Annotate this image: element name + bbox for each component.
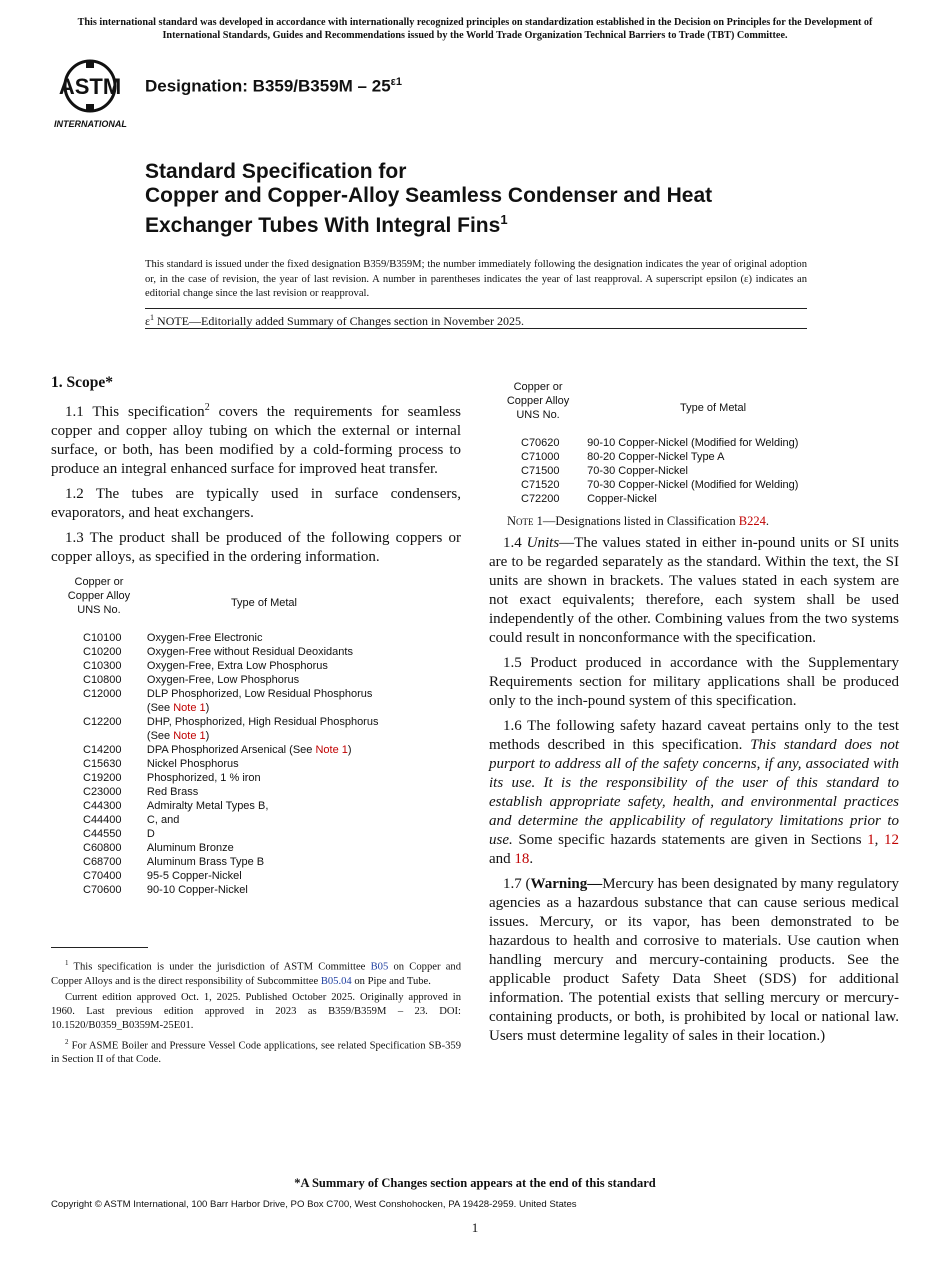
note-1-link[interactable]: Note 1 — [173, 730, 206, 742]
col-header-uns: Copper or Copper Alloy UNS No. — [506, 381, 570, 421]
page-number: 1 — [471, 1220, 479, 1235]
uns-number: C60800 — [83, 842, 122, 854]
metal-type: Nickel Phosphorus — [146, 758, 239, 770]
metal-type: Copper-Nickel — [587, 493, 657, 505]
section-heading-scope: 1. Scope* — [51, 374, 113, 391]
table-row — [51, 771, 461, 785]
table-row — [51, 673, 461, 687]
metal-type: DPA Phosphorized Arsenical (See Note 1) — [146, 744, 352, 756]
title-line-1: Standard Specification for — [145, 160, 407, 183]
table-row — [51, 659, 461, 673]
epsilon-note-text: NOTE—Editorially added Summary of Changes section in November 2025. — [154, 314, 524, 328]
metals-table-left — [51, 575, 461, 897]
footnote-ref-2[interactable]: 2 — [204, 402, 210, 413]
footnote-rule — [51, 947, 148, 948]
summary-of-changes-note: *A Summary of Changes section appears at the end of this standard — [294, 1176, 656, 1190]
subcommittee-b0504-link[interactable]: B05.04 — [320, 975, 352, 987]
edition-note: Current edition approved Oct. 1, 2025. Published October 2025. Originally approved in 1960. Last previous edition approved in 2023 as B359/B359M – 23. DOI: 10.1520/B0359_B0359M-25E01. — [51, 991, 461, 1031]
uns-number: C71000 — [521, 451, 560, 463]
metal-type: 95-5 Copper-Nickel — [146, 870, 242, 882]
epsilon-sup: 1 — [150, 313, 155, 322]
metals-table-right — [489, 380, 899, 506]
left-column — [51, 398, 461, 897]
metal-type: Aluminum Bronze — [146, 842, 234, 854]
table-row — [51, 715, 461, 743]
uns-number: C10800 — [83, 674, 122, 686]
uns-number: C10100 — [83, 632, 122, 644]
metal-type: Oxygen-Free, Low Phosphorus — [146, 674, 300, 686]
table-row — [51, 841, 461, 855]
table-row — [51, 799, 461, 813]
designation — [145, 76, 402, 97]
metal-type: Phosphorized, 1 % iron — [146, 772, 261, 784]
note-1-link[interactable]: Note 1 — [173, 702, 206, 714]
metal-type: D — [146, 828, 155, 840]
table-row — [51, 645, 461, 659]
table-header — [489, 380, 899, 436]
epsilon-note — [145, 313, 524, 329]
metal-type: Red Brass — [146, 786, 199, 798]
b224-link[interactable]: B224 — [738, 514, 766, 528]
uns-number: C44550 — [83, 828, 122, 840]
right-column — [489, 534, 899, 1052]
para-1-2: 1.2 The tubes are typically used in surface condensers, evaporators, and heat exchangers. — [51, 486, 461, 521]
metal-type: 80-20 Copper-Nickel Type A — [587, 451, 725, 463]
svg-text:ASTM: ASTM — [58, 74, 122, 99]
wto-notice: This international standard was developed in accordance with internationally recognized principles on standardization established in the Decision on Principles for the Development of International Standards, Guides and Recommendations issued by the World Trade Organization Technical Barriers to Trade (TBT) Committee. — [77, 17, 873, 41]
table-row — [489, 492, 899, 506]
para-1-5: 1.5 Product produced in accordance with the Supplementary Requirements section for military applications shall be produced only to the inch-pound system of this specification. — [489, 655, 899, 709]
uns-number: C68700 — [83, 856, 122, 868]
table-row — [51, 813, 461, 827]
copyright: Copyright © ASTM International, 100 Barr Harbor Drive, PO Box C700, West Conshohocken, PA 19428-2959. United States — [51, 1199, 577, 1210]
note-1-link[interactable]: Note 1 — [315, 744, 348, 756]
metal-type: 90-10 Copper-Nickel (Modified for Welding) — [587, 437, 799, 449]
para-1-7: 1.7 (Warning—Mercury has been designated by many regulatory agencies as a hazardous substance that can cause serious medical issues. Mercury, or its vapor, has been demonstrated to be hazardous to health and corrosive to materials. Use caution when handling mercury and mercury-containing products. See the applicable product Safety Data Sheet (SDS) for additional information. The potential exists that selling mercury or mercury-containing products, or both, is prohibited by local or national law. Users must determine legality of sales in their location.) — [489, 876, 899, 1044]
table-row — [489, 450, 899, 464]
designation-label: Designation: B359/B359M – 25 — [145, 76, 391, 96]
metal-type: Admiralty Metal Types B, — [146, 800, 269, 812]
metal-type: Oxygen-Free Electronic — [146, 632, 263, 644]
uns-number: C23000 — [83, 786, 122, 798]
note-1: Note 1—Designations listed in Classification B224. — [507, 514, 769, 528]
footnote-1: $^1$ This specification is under the jurisdiction of ASTM Committee B05 on Copper and Copper Alloys and is the direct responsibility of Subcommittee B05.04 on Pipe and Tube. — [51, 959, 461, 987]
document-title — [145, 160, 845, 238]
uns-number: C70400 — [83, 870, 122, 882]
right-table-wrap — [489, 380, 899, 529]
uns-number: C44300 — [83, 800, 122, 812]
table-row — [51, 883, 461, 897]
table-row — [489, 464, 899, 478]
committee-b05-link[interactable]: B05 — [370, 961, 389, 973]
divider-bottom — [145, 328, 807, 329]
table-row — [51, 631, 461, 645]
para-1-4: 1.4 Units—The values stated in either in-pound units or SI units are to be regarded separately as the standard. Within the text, the SI units are shown in brackets. The values stated in each system are not exact equivalents; therefore, each system shall be used independently of the other. Combining values from the two systems could result in nonconformance with the specification. — [489, 535, 900, 646]
metal-type: Oxygen-Free without Residual Deoxidants — [146, 646, 353, 658]
title-line-2: Copper and Copper-Alloy Seamless Condenser and Heat — [145, 184, 713, 207]
table-row — [51, 855, 461, 869]
uns-number: C70620 — [521, 437, 560, 449]
issued-statement: This standard is issued under the fixed designation B359/B359M; the number immediately following the designation indicates the year of original adoption or, in the case of revision, the year of last revision. A number in parentheses indicates the year of last reapproval. A superscript epsilon (ε) indicates an editorial change since the last revision or reapproval. — [145, 259, 807, 300]
table-row — [51, 869, 461, 883]
table-row — [51, 785, 461, 799]
section-18-link[interactable]: 18 — [514, 851, 530, 867]
table-row — [51, 687, 461, 715]
para-1-3: 1.3 The product shall be produced of the following coppers or copper alloys, as specified in the ordering information. — [51, 530, 461, 565]
col-header-uns: Copper or Copper Alloy UNS No. — [67, 576, 131, 616]
uns-number: C12000 — [83, 688, 122, 700]
title-footnote-mark: 1 — [500, 212, 508, 227]
table-row — [51, 757, 461, 771]
metal-type: 90-10 Copper-Nickel — [146, 884, 248, 896]
logo-text: INTERNATIONAL — [54, 119, 127, 129]
table-row — [489, 436, 899, 450]
uns-number: C14200 — [83, 744, 122, 756]
para-1-6: 1.6 The following safety hazard caveat pertains only to the test methods described in this specification. This standard does not purport to address all of the safety concerns, if any, associated with its use. It is the responsibility of the user of this standard to establish appropriate safety, health, and environmental practices and determine the applicability of regulatory limitations prior to use. Some specific hazards statements are given in Sections 1, 12 and 18. — [489, 718, 900, 867]
epsilon-mark: ε — [145, 314, 151, 328]
uns-number: C71520 — [521, 479, 560, 491]
divider-top — [145, 308, 807, 309]
metal-type: 70-30 Copper-Nickel (Modified for Welding) — [587, 479, 799, 491]
uns-number: C44400 — [83, 814, 122, 826]
uns-number: C10200 — [83, 646, 122, 658]
title-line-3: Exchanger Tubes With Integral Fins — [145, 214, 501, 237]
footnotes — [51, 956, 461, 1069]
uns-number: C15630 — [83, 758, 122, 770]
footnote-2: $^2$ For ASME Boiler and Pressure Vessel Code applications, see related Specification SB-359 in Section II of that Code. — [51, 1037, 461, 1066]
section-1-link[interactable]: 1 — [867, 832, 875, 848]
uns-number: C70600 — [83, 884, 122, 896]
metal-type: DLP Phosphorized, Low Residual Phosphorus (See Note 1) — [146, 688, 373, 714]
col-header-type: Type of Metal — [680, 402, 747, 414]
section-12-link[interactable]: 12 — [884, 832, 899, 848]
uns-number: C71500 — [521, 465, 560, 477]
uns-number: C19200 — [83, 772, 122, 784]
metal-type: Oxygen-Free, Extra Low Phosphorus — [146, 660, 328, 672]
table-row — [51, 743, 461, 757]
uns-number: C12200 — [83, 716, 122, 728]
designation-epsilon: ε1 — [390, 76, 402, 88]
table-row — [489, 478, 899, 492]
table-header — [51, 575, 461, 631]
uns-number: C10300 — [83, 660, 122, 672]
col-header-type: Type of Metal — [230, 597, 297, 609]
metal-type: 70-30 Copper-Nickel — [587, 465, 688, 477]
para-1-1: 1.1 This specification$^2$ covers the requirements for seamless copper and copper alloy tubing on which the external or internal surface, or both, has been modified by a cold-forming process to produce an integral enhanced surface for improved heat transfer. — [51, 402, 462, 477]
metal-type: C, and — [146, 814, 180, 826]
table-row — [51, 827, 461, 841]
metal-type: DHP, Phosphorized, High Residual Phosphorus (See Note 1) — [146, 716, 379, 742]
uns-number: C72200 — [521, 493, 560, 505]
metal-type: Aluminum Brass Type B — [146, 856, 265, 868]
